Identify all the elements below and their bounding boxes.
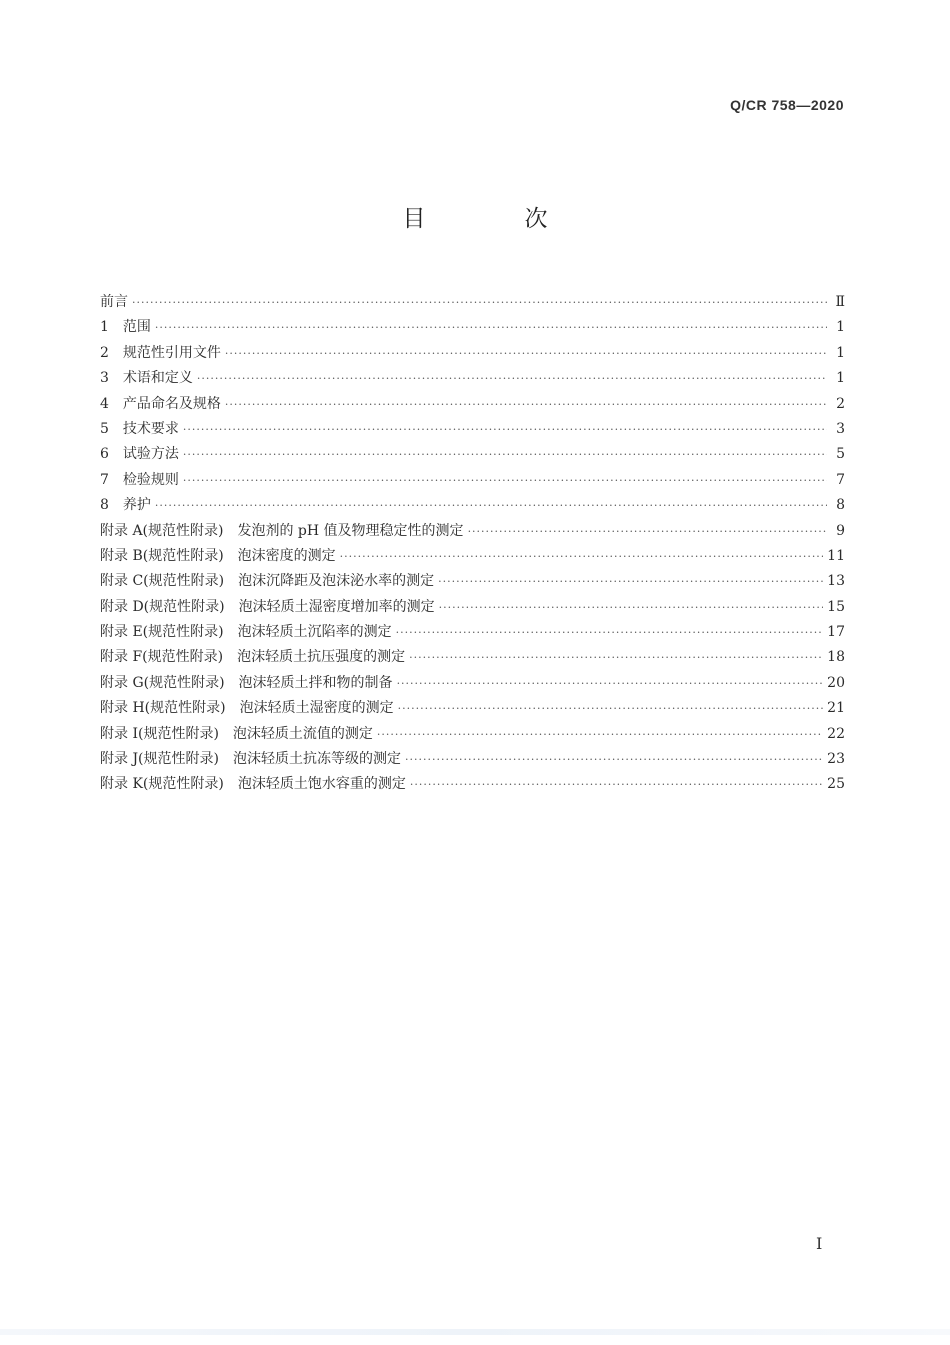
toc-entry-label: 附录 D(规范性附录) 泡沫轻质土湿密度增加率的测定 bbox=[100, 598, 435, 615]
toc-entry-page: 1 bbox=[836, 344, 845, 361]
page-number: Ⅰ bbox=[816, 1234, 823, 1253]
toc-entry-annex-k[interactable] bbox=[100, 772, 845, 797]
toc-entry-label: 附录 G(规范性附录) 泡沫轻质土拌和物的制备 bbox=[100, 674, 393, 691]
toc-entry-annex-h[interactable] bbox=[100, 696, 845, 721]
toc-entry-label: 附录 C(规范性附录) 泡沫沉降距及泡沫泌水率的测定 bbox=[100, 573, 435, 590]
leader-dots bbox=[439, 595, 824, 620]
leader-dots bbox=[377, 722, 823, 747]
toc-entry-annex-i[interactable] bbox=[100, 722, 845, 747]
toc-entry-label: 前言 bbox=[100, 294, 128, 310]
leader-dots bbox=[183, 417, 827, 442]
leader-dots bbox=[155, 315, 827, 340]
toc-entry-page: 20 bbox=[827, 674, 845, 691]
leader-dots bbox=[410, 772, 823, 797]
toc-entry-label: 附录 H(规范性附录) 泡沫轻质土湿密度的测定 bbox=[100, 700, 394, 717]
leader-dots bbox=[409, 645, 823, 670]
toc-entry-page: 1 bbox=[836, 319, 845, 336]
toc-entry-page: 8 bbox=[836, 497, 845, 514]
toc-entry-label: 6 试验方法 bbox=[100, 446, 179, 463]
toc-entry-page: 3 bbox=[836, 420, 845, 437]
leader-dots bbox=[225, 392, 827, 417]
toc-entry-label: 7 检验规则 bbox=[100, 471, 179, 488]
leader-dots bbox=[398, 696, 824, 721]
toc-entry-page: 25 bbox=[827, 776, 845, 793]
toc-entry-page: 13 bbox=[827, 573, 845, 590]
toc-entry-page: 2 bbox=[836, 395, 845, 412]
toc-entry-label: 8 养护 bbox=[100, 497, 151, 514]
leader-dots bbox=[183, 468, 827, 493]
toc-entry-page: 1 bbox=[836, 370, 845, 387]
toc-entry-label: 附录 F(规范性附录) 泡沫轻质土抗压强度的测定 bbox=[100, 649, 406, 666]
leader-dots bbox=[397, 671, 824, 696]
toc-entry-annex-g[interactable] bbox=[100, 671, 845, 696]
toc-entry-page: 5 bbox=[836, 446, 845, 463]
toc-entry-label: 3 术语和定义 bbox=[100, 370, 193, 387]
toc-entry-label: 4 产品命名及规格 bbox=[100, 395, 221, 412]
leader-dots bbox=[183, 442, 827, 467]
toc-entry-annex-j[interactable] bbox=[100, 747, 845, 772]
leader-dots bbox=[132, 290, 827, 315]
toc-entry-terms[interactable] bbox=[100, 366, 845, 391]
toc-entry-page: 18 bbox=[827, 649, 845, 666]
toc-entry-page: 11 bbox=[827, 547, 845, 564]
toc-entry-foreword[interactable] bbox=[100, 290, 845, 315]
toc-entry-curing[interactable] bbox=[100, 493, 845, 518]
toc-entry-label: 附录 J(规范性附录) 泡沫轻质土抗冻等级的测定 bbox=[100, 751, 401, 768]
leader-dots bbox=[340, 544, 824, 569]
leader-dots bbox=[225, 341, 827, 366]
toc-entry-page: 7 bbox=[836, 471, 845, 488]
toc-entry-label: 附录 E(规范性附录) 泡沫轻质土沉陷率的测定 bbox=[100, 624, 392, 641]
table-of-contents bbox=[100, 290, 845, 798]
leader-dots bbox=[197, 366, 827, 391]
toc-entry-inspection-rules[interactable] bbox=[100, 468, 845, 493]
toc-entry-page: 9 bbox=[836, 522, 845, 539]
toc-entry-annex-e[interactable] bbox=[100, 620, 845, 645]
toc-entry-label: 5 技术要求 bbox=[100, 420, 179, 437]
toc-entry-label: 附录 A(规范性附录) 发泡剂的 pH 值及物理稳定性的测定 bbox=[100, 522, 464, 539]
toc-entry-page: 23 bbox=[827, 751, 845, 768]
toc-entry-annex-a[interactable] bbox=[100, 519, 845, 544]
toc-entry-label: 附录 B(规范性附录) 泡沫密度的测定 bbox=[100, 547, 336, 564]
leader-dots bbox=[438, 569, 823, 594]
leader-dots bbox=[468, 519, 827, 544]
toc-entry-naming[interactable] bbox=[100, 392, 845, 417]
toc-entry-annex-f[interactable] bbox=[100, 645, 845, 670]
toc-entry-page: 21 bbox=[827, 700, 845, 717]
standard-code: Q/CR 758—2020 bbox=[730, 97, 844, 113]
leader-dots bbox=[396, 620, 824, 645]
toc-entry-page: 17 bbox=[827, 624, 845, 641]
page-title: 目 次 bbox=[402, 206, 586, 232]
toc-entry-label: 1 范围 bbox=[100, 319, 151, 336]
toc-entry-scope[interactable] bbox=[100, 315, 845, 340]
leader-dots bbox=[405, 747, 823, 772]
scan-edge-strip bbox=[0, 1329, 950, 1335]
toc-entry-normative-references[interactable] bbox=[100, 341, 845, 366]
toc-entry-label: 附录 I(规范性附录) 泡沫轻质土流值的测定 bbox=[100, 725, 373, 742]
toc-entry-test-methods[interactable] bbox=[100, 442, 845, 467]
toc-entry-annex-c[interactable] bbox=[100, 569, 845, 594]
toc-entry-label: 附录 K(规范性附录) 泡沫轻质土饱水容重的测定 bbox=[100, 776, 406, 793]
toc-entry-page: 15 bbox=[827, 598, 845, 615]
toc-entry-annex-b[interactable] bbox=[100, 544, 845, 569]
toc-entry-label: 2 规范性引用文件 bbox=[100, 344, 221, 361]
leader-dots bbox=[155, 493, 827, 518]
toc-entry-requirements[interactable] bbox=[100, 417, 845, 442]
toc-entry-page: Ⅱ bbox=[835, 294, 845, 310]
toc-entry-annex-d[interactable] bbox=[100, 595, 845, 620]
toc-entry-page: 22 bbox=[827, 725, 845, 742]
